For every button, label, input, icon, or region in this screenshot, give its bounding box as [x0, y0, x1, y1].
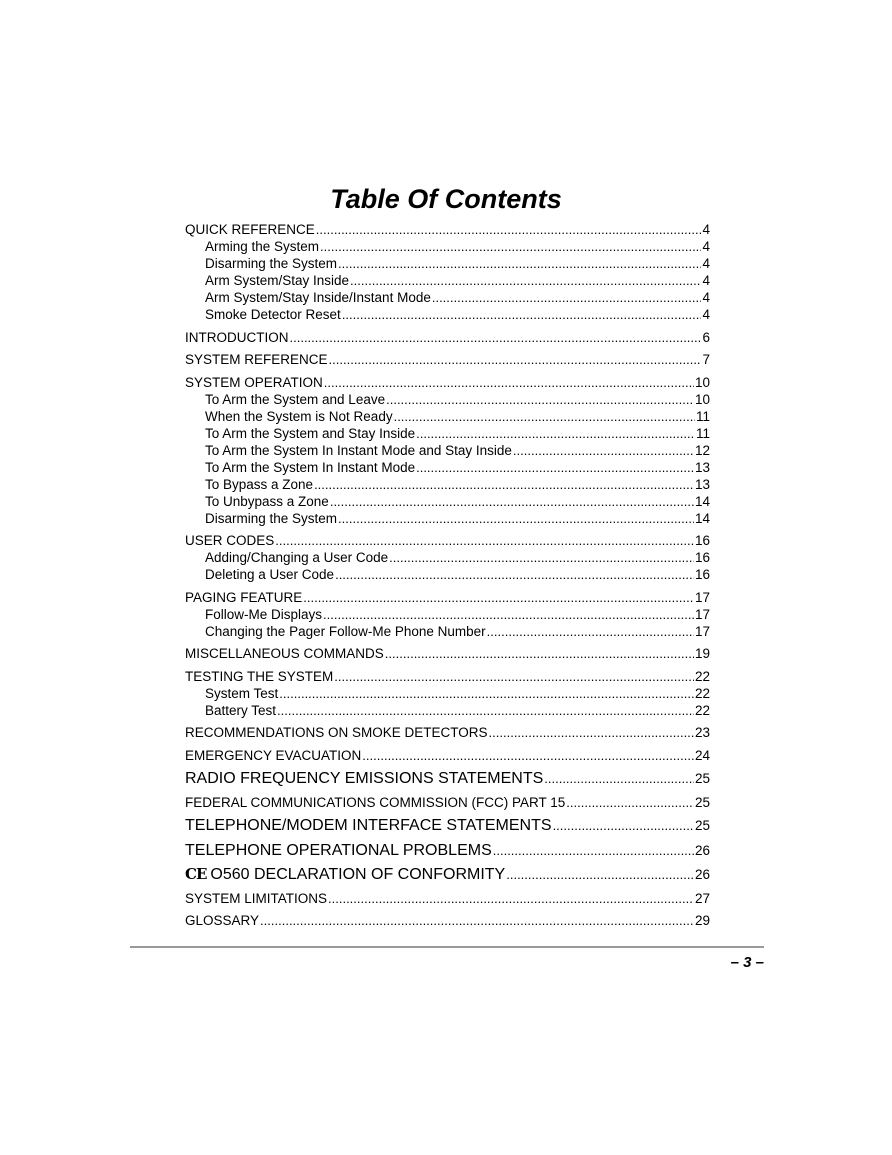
toc-entry-text: Arm System/Stay Inside/Instant Mode [205, 290, 431, 305]
toc-entry-page-number: 26 [694, 867, 710, 882]
toc-entry [185, 912, 710, 929]
dot-leader [342, 306, 702, 323]
dot-leader [303, 589, 694, 606]
toc-entry-text: Disarming the System [205, 256, 338, 271]
toc-subentry [185, 459, 710, 476]
toc-entry-page-number: 24 [694, 747, 710, 763]
toc-entry-text: PAGING FEATURE [185, 589, 303, 605]
toc-entry-text: Smoke Detector Reset [205, 307, 341, 322]
toc-entry [185, 532, 710, 549]
toc-entry-label [185, 865, 505, 884]
toc-subentry [185, 391, 710, 408]
toc-entry-text: SYSTEM LIMITATIONS [185, 890, 328, 906]
toc-entry-page-number: 13 [694, 476, 710, 492]
toc-entry-page-number: 19 [694, 646, 710, 661]
toc-entry-label [205, 425, 415, 442]
toc-entry-text: INTRODUCTION [185, 329, 289, 345]
toc-subentry [185, 702, 710, 719]
toc-entry-text: To Arm the System and Stay Inside [205, 425, 416, 441]
toc-entry-page-number: 25 [694, 818, 710, 833]
dot-leader [314, 476, 694, 493]
toc-entry [185, 769, 710, 788]
dot-leader [279, 685, 694, 702]
toc-entry-page-number: 26 [694, 842, 710, 858]
toc-entry-label [185, 351, 328, 368]
toc-entry-label [185, 589, 302, 606]
toc-entry-label [185, 769, 543, 788]
toc-entry-page-number: 11 [695, 425, 710, 441]
toc-entry-text: System Test [205, 685, 279, 701]
toc-entry [185, 645, 710, 662]
toc-entry-text: O560 DECLARATION OF CONFORMITY [210, 866, 506, 883]
toc-entry-page-number: 22 [694, 685, 710, 701]
dot-leader [385, 645, 694, 662]
toc-entry-page-number: 10 [694, 391, 710, 407]
dot-leader [553, 816, 694, 835]
toc-entry [185, 221, 710, 238]
ce-mark-icon: CE [185, 865, 207, 883]
toc-entry-page-number: 4 [702, 239, 710, 254]
toc-entry [185, 794, 710, 811]
dot-leader [506, 865, 694, 884]
toc-subentry [185, 549, 710, 566]
toc-entry-text: Arm System/Stay Inside [205, 273, 350, 288]
toc-entry-page-number: 22 [694, 668, 710, 684]
toc-entry-page-number: 29 [694, 913, 710, 928]
toc-entry-text: Adding/Changing a User Code [205, 550, 389, 565]
toc-subentry [185, 606, 710, 623]
toc-entry-page-number: 16 [694, 567, 710, 582]
toc-subentry [185, 493, 710, 510]
toc-entry-label [185, 747, 361, 764]
toc-entry-label [205, 606, 322, 623]
toc-subentry [185, 408, 710, 425]
toc-entry-text: FEDERAL COMMUNICATIONS COMMISSION (FCC) PART 15 [185, 794, 566, 810]
toc-entry-text: RECOMMENDATIONS ON SMOKE DETECTORS [185, 725, 488, 740]
toc-entry-label [205, 459, 415, 476]
toc-entry-label [205, 255, 337, 272]
toc-entry-page-number: 17 [694, 623, 710, 639]
dot-leader [277, 702, 694, 719]
dot-leader [330, 493, 694, 510]
toc-entry-label [185, 912, 259, 929]
toc-entry-text: To Unbypass a Zone [205, 493, 329, 509]
toc-entry [185, 747, 710, 764]
toc-subentry [185, 566, 710, 583]
toc-entry-page-number: 12 [694, 442, 710, 458]
dot-leader [566, 794, 694, 811]
toc-entry-label [185, 374, 323, 391]
toc-entry-page-number: 6 [702, 329, 710, 345]
dot-leader [335, 566, 694, 583]
toc-entry-text: When the System is Not Ready [205, 408, 393, 424]
dot-leader [324, 374, 694, 391]
toc-entry-label [185, 668, 333, 685]
dot-leader [260, 912, 694, 929]
toc-entry [185, 816, 710, 835]
dot-leader [334, 668, 694, 685]
toc-entry-page-number: 11 [695, 408, 710, 424]
toc-entry-page-number: 23 [694, 725, 710, 740]
toc-entry [185, 329, 710, 346]
dot-leader [350, 272, 701, 289]
toc-entry-text: To Arm the System and Leave [205, 391, 386, 407]
dot-leader [389, 549, 694, 566]
toc-entry [185, 374, 710, 391]
toc-entry-label [185, 645, 384, 662]
dot-leader [338, 510, 694, 527]
toc-entry-label [185, 841, 492, 860]
toc-entry [185, 865, 710, 884]
toc-subentry [185, 623, 710, 640]
dot-leader [362, 747, 694, 764]
dot-leader [416, 459, 694, 476]
toc-entry-label [205, 493, 329, 510]
toc-entry-label [205, 408, 393, 425]
toc-entry-text: To Arm the System In Instant Mode and Stay Inside [205, 442, 512, 458]
dot-leader [338, 255, 701, 272]
toc-subentry [185, 306, 710, 323]
toc-entry-page-number: 4 [702, 273, 710, 288]
toc-entry-label [185, 221, 315, 238]
toc-entry-page-number: 17 [694, 606, 710, 622]
page-number: – 3 – [730, 954, 764, 971]
toc-entry [185, 589, 710, 606]
toc-entry-text: Follow-Me Displays [205, 606, 323, 622]
toc-entry [185, 668, 710, 685]
toc-entry-label [205, 272, 349, 289]
toc-entry-label [205, 289, 431, 306]
toc-entry-page-number: 4 [702, 307, 710, 322]
toc-entry-label [205, 702, 276, 719]
dot-leader [290, 329, 702, 346]
table-of-contents [185, 221, 710, 929]
dot-leader [487, 623, 694, 640]
toc-entry-page-number: 22 [694, 702, 710, 718]
toc-subentry [185, 510, 710, 527]
toc-entry-label [185, 532, 274, 549]
toc-entry-page-number: 4 [702, 290, 710, 305]
toc-entry-text: TELEPHONE/MODEM INTERFACE STATEMENTS [185, 817, 552, 834]
toc-entry-label [205, 510, 337, 527]
dot-leader [394, 408, 695, 425]
toc-entry-page-number: 4 [702, 256, 710, 271]
toc-entry-text: Deleting a User Code [205, 567, 335, 582]
toc-entry [185, 724, 710, 741]
page-title: Table Of Contents [330, 184, 562, 214]
dot-leader [544, 769, 694, 788]
dot-leader [513, 442, 694, 459]
toc-subentry [185, 238, 710, 255]
toc-entry-label [205, 623, 486, 640]
toc-entry-label [185, 329, 289, 346]
toc-entry-text: QUICK REFERENCE [185, 222, 315, 237]
toc-entry-text: TESTING THE SYSTEM [185, 668, 334, 684]
toc-entry-label [205, 391, 385, 408]
toc-entry-label [205, 566, 334, 583]
toc-entry-text: TELEPHONE OPERATIONAL PROBLEMS [185, 841, 492, 859]
toc-entry-page-number: 14 [694, 510, 710, 526]
footer-divider [130, 946, 764, 948]
toc-subentry [185, 272, 710, 289]
toc-entry-label [205, 476, 313, 493]
toc-subentry [185, 476, 710, 493]
toc-entry-text: Disarming the System [205, 510, 338, 526]
toc-subentry [185, 255, 710, 272]
dot-leader [328, 890, 694, 907]
toc-entry-text: SYSTEM OPERATION [185, 374, 323, 390]
toc-entry-label [185, 794, 565, 811]
toc-entry-text: SYSTEM REFERENCE [185, 352, 328, 367]
toc-entry-page-number: 7 [702, 352, 710, 367]
dot-leader [275, 532, 694, 549]
toc-entry-label [185, 890, 327, 907]
dot-leader [320, 238, 701, 255]
toc-entry-page-number: 13 [694, 459, 710, 475]
dot-leader [323, 606, 694, 623]
toc-entry-text: EMERGENCY EVACUATION [185, 747, 362, 763]
toc-entry-page-number: 4 [702, 222, 710, 237]
toc-entry-text: GLOSSARY [185, 913, 260, 928]
toc-entry-page-number: 16 [694, 533, 710, 548]
dot-leader [493, 841, 694, 860]
dot-leader [489, 724, 694, 741]
toc-entry-text: RADIO FREQUENCY EMISSIONS STATEMENTS [185, 770, 544, 787]
toc-entry-text: Changing the Pager Follow-Me Phone Number [205, 623, 486, 639]
toc-subentry [185, 425, 710, 442]
toc-entry-page-number: 14 [694, 493, 710, 509]
toc-entry-label [205, 238, 319, 255]
toc-entry-text: To Bypass a Zone [205, 476, 314, 492]
toc-entry-page-number: 27 [694, 890, 710, 906]
toc-entry-label [185, 724, 488, 741]
toc-entry-text: MISCELLANEOUS COMMANDS [185, 646, 384, 661]
toc-entry-text: Arming the System [205, 239, 320, 254]
toc-entry-label [205, 549, 388, 566]
dot-leader [416, 425, 695, 442]
toc-entry-label [205, 685, 278, 702]
toc-entry-page-number: 16 [694, 550, 710, 565]
dot-leader [386, 391, 694, 408]
toc-entry-page-number: 10 [694, 374, 710, 390]
toc-entry-text: Battery Test [205, 702, 277, 718]
dot-leader [432, 289, 702, 306]
toc-entry-page-number: 17 [694, 589, 710, 605]
toc-entry-text: To Arm the System In Instant Mode [205, 459, 416, 475]
toc-entry-label [205, 306, 341, 323]
dot-leader [329, 351, 702, 368]
toc-entry-text: USER CODES [185, 533, 275, 548]
toc-entry-page-number: 25 [694, 771, 710, 786]
toc-entry [185, 841, 710, 860]
toc-subentry [185, 289, 710, 306]
toc-subentry [185, 685, 710, 702]
dot-leader [316, 221, 702, 238]
toc-entry [185, 351, 710, 368]
toc-entry [185, 890, 710, 907]
toc-entry-label [185, 816, 552, 835]
toc-entry-label [205, 442, 512, 459]
toc-entry-page-number: 25 [694, 794, 710, 810]
toc-subentry [185, 442, 710, 459]
